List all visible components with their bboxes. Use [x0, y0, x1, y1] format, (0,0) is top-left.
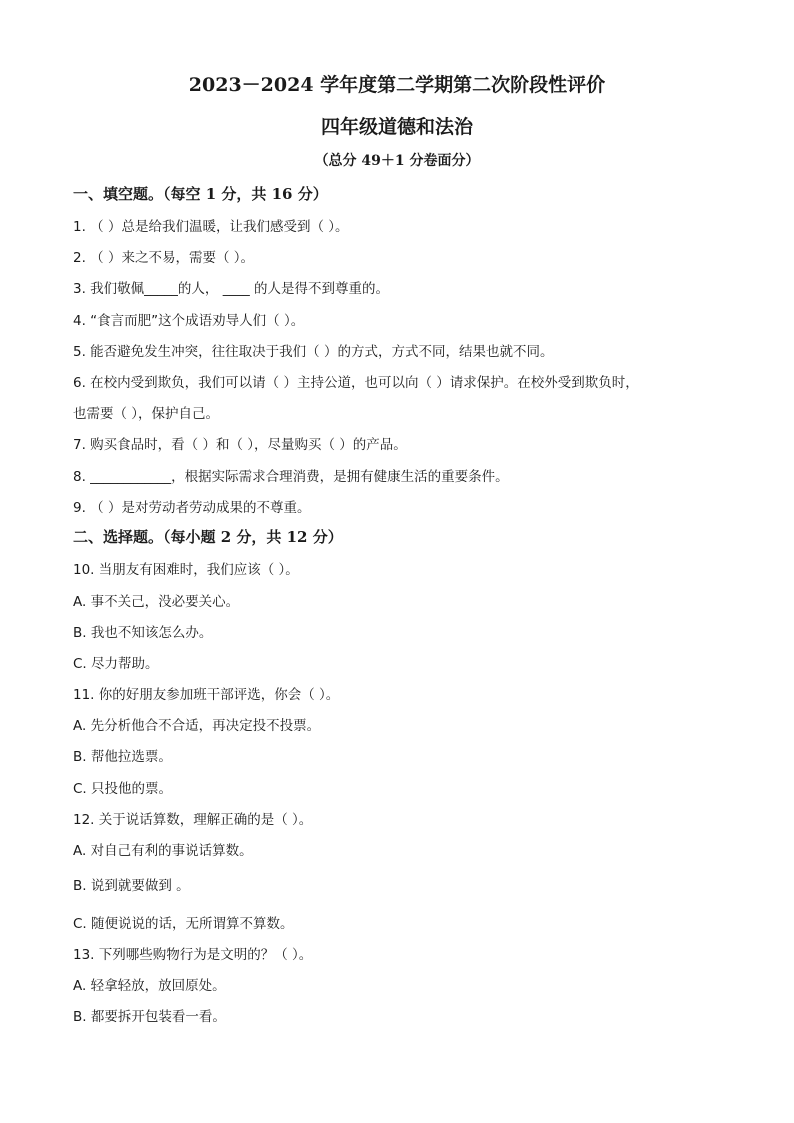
question-11-option-a: A. 先分析他合不合适，再决定投不投票。 [73, 718, 321, 734]
question-13-option-b: B. 都要拆开包装看一看。 [73, 1009, 226, 1025]
question-10-option-b: B. 我也不知该怎么办。 [73, 625, 213, 641]
section-fill-in-heading: 一、填空题。（每空 1 分，共 16 分） [73, 185, 328, 203]
question-2: 2. （ ）来之不易，需要（ ）。 [73, 250, 255, 266]
question-11-option-c: C. 只投他的票。 [73, 781, 173, 797]
question-12-option-a: A. 对自己有利的事说话算数。 [73, 843, 253, 859]
question-13-option-a: A. 轻拿轻放，放回原处。 [73, 978, 226, 994]
question-6-continued: 也需要（ ），保护自己。 [73, 406, 220, 422]
section-choice-heading: 二、选择题。（每小题 2 分，共 12 分） [73, 528, 343, 546]
score-note: （总分 49＋1 分卷面分） [314, 153, 480, 169]
question-8: 8. ____________，根据实际需求合理消费，是拥有健康生活的重要条件。 [73, 469, 509, 485]
question-7: 7. 购买食品时，看（ ）和（ ），尽量购买（ ）的产品。 [73, 437, 407, 453]
exam-title: 2023－2024 学年度第二学期第二次阶段性评价 [188, 74, 606, 96]
question-12-option-c: C. 随便说说的话，无所谓算不算数。 [73, 916, 294, 932]
question-9: 9. （ ）是对劳动者劳动成果的不尊重。 [73, 500, 311, 516]
question-1: 1. （ ）总是给我们温暖，让我们感受到（ ）。 [73, 219, 349, 235]
question-10-option-a: A. 事不关己，没必要关心。 [73, 594, 240, 610]
question-3: 3. 我们敬佩_____的人， ____ 的人是得不到尊重的。 [73, 281, 390, 297]
question-11-option-b: B. 帮他拉选票。 [73, 749, 172, 765]
question-5: 5. 能否避免发生冲突，往往取决于我们（ ）的方式，方式不同，结果也就不同。 [73, 344, 554, 360]
question-4: 4. “食言而肥”这个成语劝导人们（ ）。 [73, 313, 305, 329]
question-12-option-b: B. 说到就要做到 。 [73, 878, 190, 894]
exam-subject: 四年级道德和法治 [320, 116, 473, 138]
question-10: 10. 当朋友有困难时，我们应该（ ）。 [73, 562, 299, 578]
question-10-option-c: C. 尽力帮助。 [73, 656, 159, 672]
question-11: 11. 你的好朋友参加班干部评选，你会（ ）。 [73, 687, 340, 703]
question-12: 12. 关于说话算数，理解正确的是（ ）。 [73, 812, 313, 828]
question-6: 6. 在校内受到欺负，我们可以请（ ）主持公道，也可以向（ ）请求保护。在校外受到欺负时， [73, 375, 639, 391]
question-13: 13. 下列哪些购物行为是文明的？（ ）。 [73, 947, 313, 963]
